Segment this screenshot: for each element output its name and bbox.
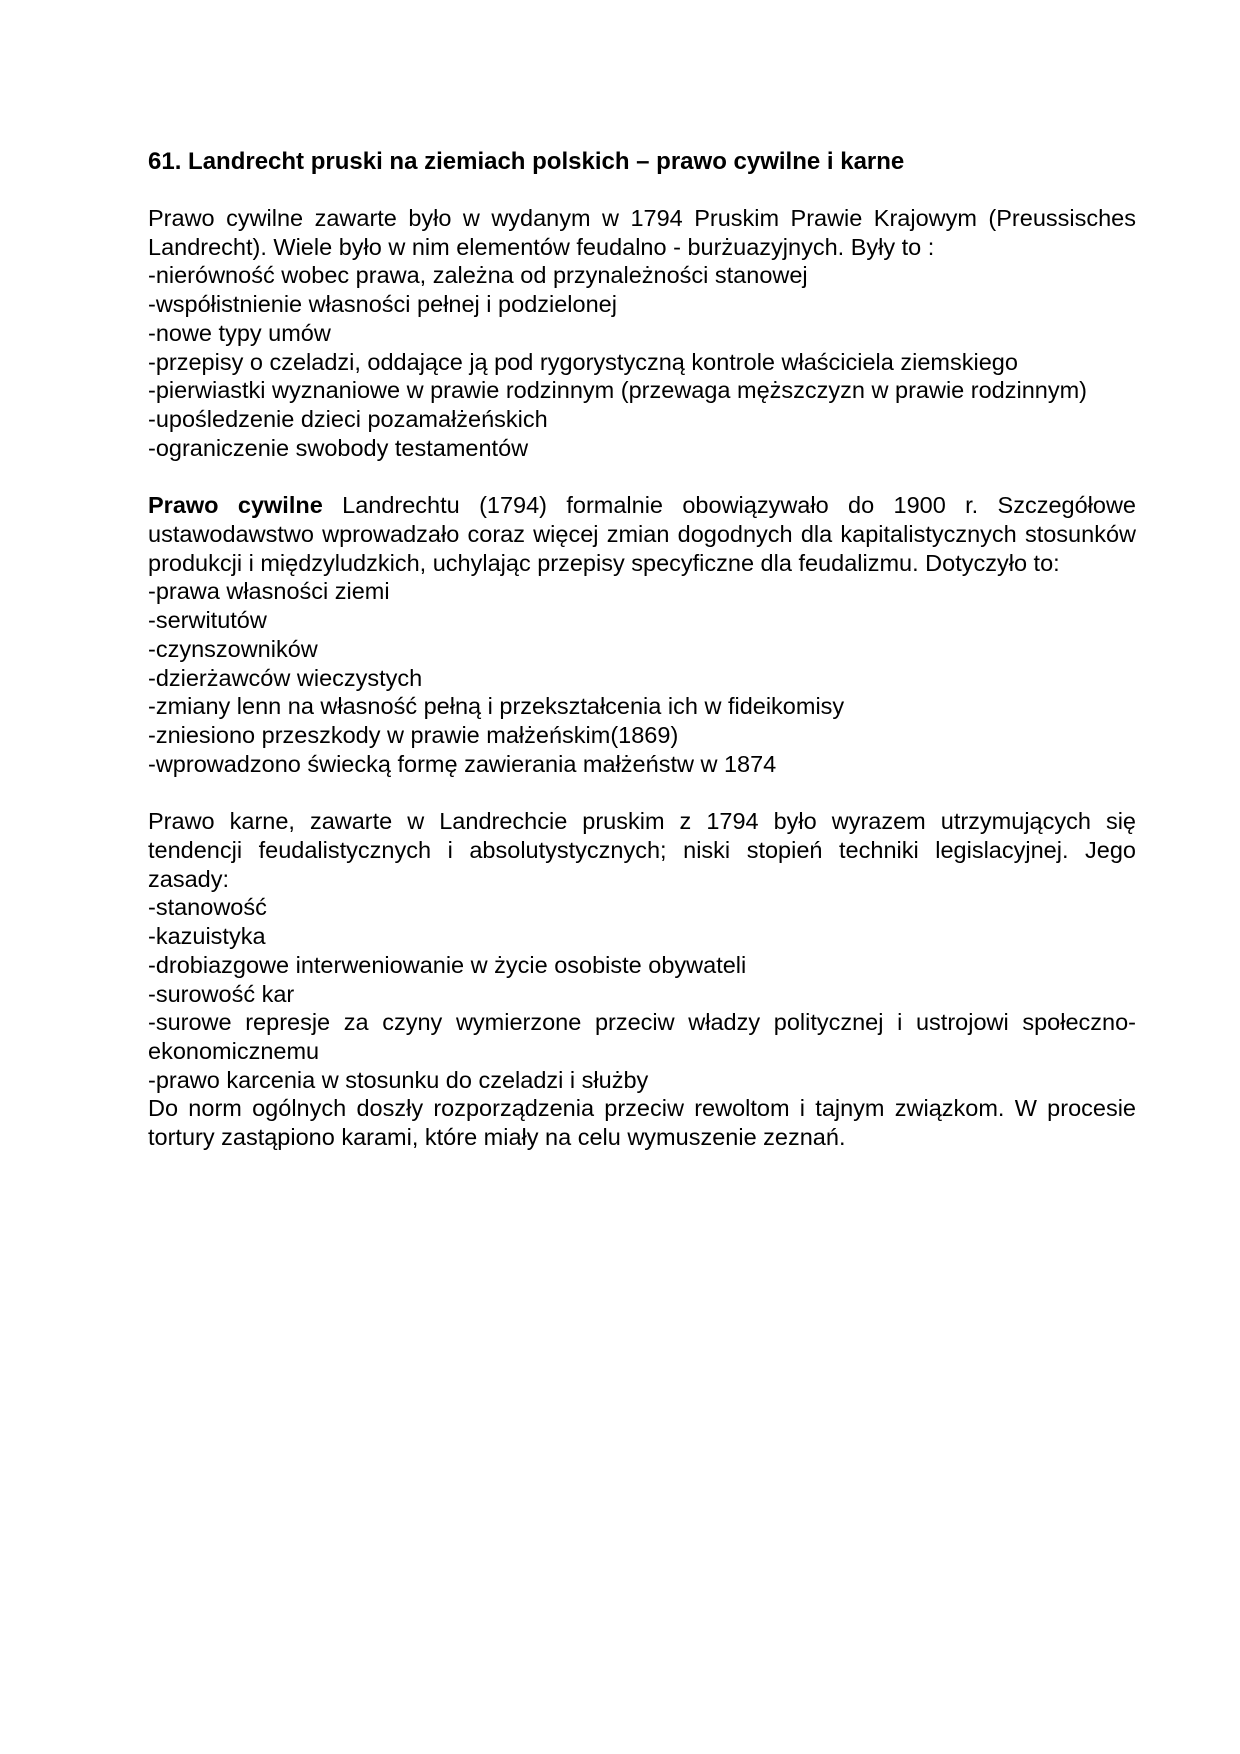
civil-law-validity-section [148,491,1136,778]
criminal-law-principle-item: -stanowość [148,894,267,921]
criminal-law-intro: Prawo karne, zawarte w Landrechcie pruskim z 1794 było wyrazem utrzymujących się tendencji feudalistycznych i absolutystycznych; niski stopień techniki legislacyjnej. Jego zasady: [148,808,1136,892]
civil-law-item: -upośledzenie dzieci pozamałżeńskich [148,405,548,432]
civil-law-item: -przepisy o czeladzi, oddające ją pod rygorystyczną kontrole właściciela ziemskiego [148,348,1018,375]
civil-law-change-item: -zniesiono przeszkody w prawie małżeńskim(1869) [148,721,679,748]
civil-law-validity-text: Landrechtu (1794) formalnie obowiązywało do 1900 r. Szczegółowe ustawodawstwo wprowadzało coraz więcej zmian dogodnych dla kapitalistycznych stosunków produkcji i międzyludzkich, uchylając przepisy specyficzne dla feudalizmu. Dotyczyło to: [148,492,1136,576]
civil-law-bold-lead: Prawo cywilne [148,492,323,519]
document-page [148,148,1136,1152]
civil-law-item: -nierówność wobec prawa, zależna od przynależności stanowej [148,262,808,289]
civil-law-item: -pierwiastki wyznaniowe w prawie rodzinnym (przewaga męższczyzn w prawie rodzinnym) [148,377,1088,404]
criminal-law-principle-item: -kazuistyka [148,923,266,950]
civil-law-change-item: -prawa własności ziemi [148,578,390,605]
criminal-law-closing: Do norm ogólnych doszły rozporządzenia przeciw rewoltom i tajnym związkom. W procesie tortury zastąpiono karami, które miały na celu wymuszenie zeznań. [148,1095,1136,1151]
civil-law-intro: Prawo cywilne zawarte było w wydanym w 1794 Pruskim Prawie Krajowym (Preussisches Landrecht). Wiele było w nim elementów feudalno - burżuazyjnych. Były to : [148,205,1136,260]
civil-law-item: -nowe typy umów [148,319,331,346]
criminal-law-principle-item: -surowe represje za czyny wymierzone przeciw władzy politycznej i ustrojowi społeczno-ekonomicznemu [148,1009,1136,1064]
criminal-law-principle-item: -prawo karcenia w stosunku do czeladzi i służby [148,1066,649,1093]
civil-law-change-item: -serwitutów [148,607,267,634]
civil-law-change-item: -dzierżawców wieczystych [148,664,423,691]
civil-law-change-item: -czynszowników [148,635,318,662]
civil-law-section [148,204,1136,462]
civil-law-item: -współistnienie własności pełnej i podzielonej [148,291,617,318]
criminal-law-principle-item: -surowość kar [148,980,295,1007]
document-title: 61. Landrecht pruski na ziemiach polskich – prawo cywilne i karne [148,148,905,175]
civil-law-item: -ograniczenie swobody testamentów [148,434,529,461]
civil-law-change-item: -wprowadzono świecką formę zawierania małżeństw w 1874 [148,750,777,777]
civil-law-change-item: -zmiany lenn na własność pełną i przekształcenia ich w fideikomisy [148,693,845,720]
civil-law-validity-intro [148,491,1136,577]
criminal-law-section [148,807,1136,1151]
criminal-law-principle-item: -drobiazgowe interweniowanie w życie osobiste obywateli [148,951,747,978]
